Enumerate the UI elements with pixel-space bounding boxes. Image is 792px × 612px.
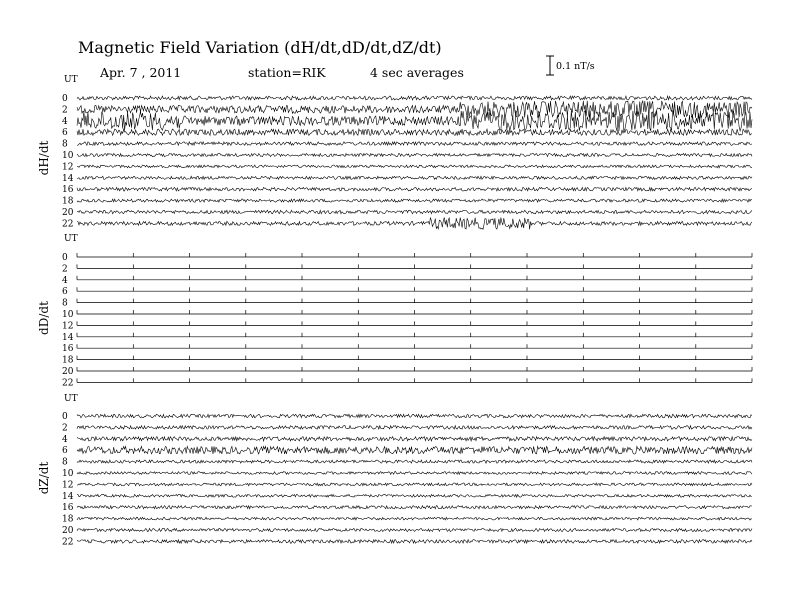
trace-line bbox=[77, 299, 752, 303]
ut-hour-label: 12 bbox=[62, 162, 74, 173]
scale-bar bbox=[546, 56, 595, 75]
ut-hour-label: 18 bbox=[62, 355, 74, 366]
ut-hour-label: 4 bbox=[62, 116, 68, 127]
panel-3 bbox=[37, 394, 752, 547]
ut-hour-label: 16 bbox=[62, 344, 74, 355]
ut-hour-label: 6 bbox=[62, 287, 68, 298]
ut-hour-label: 8 bbox=[62, 139, 68, 150]
ut-hour-label: 0 bbox=[62, 412, 68, 422]
panel-label: dH/dt bbox=[37, 140, 51, 176]
ut-hour-label: 20 bbox=[62, 208, 74, 218]
ut-hour-label: 18 bbox=[62, 196, 74, 207]
panels-group bbox=[37, 75, 752, 547]
trace-line bbox=[77, 153, 752, 156]
panel-label: dD/dt bbox=[37, 301, 51, 335]
ut-hour-label: 10 bbox=[62, 469, 74, 479]
trace-line bbox=[77, 96, 752, 100]
trace-line bbox=[77, 517, 752, 520]
panel-label: dZ/dt bbox=[37, 461, 51, 495]
trace-line bbox=[77, 321, 752, 325]
ut-hour-label: 14 bbox=[62, 173, 74, 184]
ut-hour-label: 0 bbox=[62, 94, 68, 104]
ut-hour-label: 14 bbox=[62, 332, 74, 343]
trace-line bbox=[77, 483, 752, 486]
trace-line bbox=[77, 333, 752, 337]
trace-line bbox=[77, 414, 752, 418]
trace-line bbox=[77, 253, 752, 257]
scale-bar-label: 0.1 nT/s bbox=[556, 61, 595, 72]
trace-line bbox=[77, 276, 752, 280]
ut-hour-label: 2 bbox=[62, 423, 68, 434]
trace-line bbox=[77, 378, 752, 382]
ut-hour-label: 10 bbox=[62, 310, 74, 320]
trace-line bbox=[77, 446, 752, 454]
ut-hour-label: 2 bbox=[62, 264, 68, 275]
trace-line bbox=[77, 367, 752, 371]
ut-hour-label: 18 bbox=[62, 514, 74, 525]
ut-axis-label: UT bbox=[64, 75, 78, 85]
trace-line bbox=[77, 218, 752, 230]
trace-line bbox=[77, 494, 752, 497]
ut-hour-label: 16 bbox=[62, 185, 74, 196]
ut-hour-label: 6 bbox=[62, 446, 68, 457]
trace-line bbox=[77, 110, 752, 131]
ut-hour-label: 20 bbox=[62, 526, 74, 536]
panel-1 bbox=[37, 75, 752, 229]
ut-hour-label: 8 bbox=[62, 457, 68, 468]
trace-line bbox=[77, 210, 752, 214]
trace-line bbox=[77, 187, 752, 191]
ut-hour-label: 22 bbox=[62, 219, 74, 230]
station-label: station=RIK bbox=[248, 65, 326, 80]
chart-title: Magnetic Field Variation (dH/dt,dD/dt,dZ/dt) bbox=[78, 38, 442, 57]
ut-hour-label: 12 bbox=[62, 321, 74, 332]
trace-line bbox=[77, 460, 752, 463]
ut-axis-label: UT bbox=[64, 394, 78, 404]
ut-hour-label: 8 bbox=[62, 298, 68, 309]
date-label: Apr. 7 , 2011 bbox=[100, 65, 182, 80]
trace-line bbox=[77, 165, 752, 168]
trace-line bbox=[77, 264, 752, 268]
trace-line bbox=[77, 310, 752, 314]
trace-line bbox=[77, 356, 752, 360]
ut-hour-label: 6 bbox=[62, 128, 68, 139]
ut-hour-label: 16 bbox=[62, 503, 74, 514]
ut-hour-label: 22 bbox=[62, 378, 74, 389]
ut-hour-label: 22 bbox=[62, 537, 74, 548]
trace-line bbox=[77, 472, 752, 475]
ut-axis-label: UT bbox=[64, 234, 78, 244]
trace-line bbox=[77, 426, 752, 430]
ut-hour-label: 20 bbox=[62, 367, 74, 377]
trace-line bbox=[77, 528, 752, 531]
trace-line bbox=[77, 101, 752, 118]
panel-2 bbox=[37, 234, 752, 388]
ut-hour-label: 12 bbox=[62, 480, 74, 491]
trace-line bbox=[77, 344, 752, 348]
trace-line bbox=[77, 287, 752, 291]
ut-hour-label: 10 bbox=[62, 151, 74, 161]
averaging-label: 4 sec averages bbox=[370, 65, 464, 80]
ut-hour-label: 14 bbox=[62, 491, 74, 502]
trace-line bbox=[77, 437, 752, 441]
trace-line bbox=[77, 142, 752, 146]
ut-hour-label: 4 bbox=[62, 275, 68, 286]
ut-hour-label: 0 bbox=[62, 253, 68, 263]
trace-line bbox=[77, 506, 752, 509]
ut-hour-label: 2 bbox=[62, 105, 68, 116]
trace-line bbox=[77, 199, 752, 202]
ut-hour-label: 4 bbox=[62, 434, 68, 445]
trace-line bbox=[77, 176, 752, 179]
trace-line bbox=[77, 540, 752, 544]
